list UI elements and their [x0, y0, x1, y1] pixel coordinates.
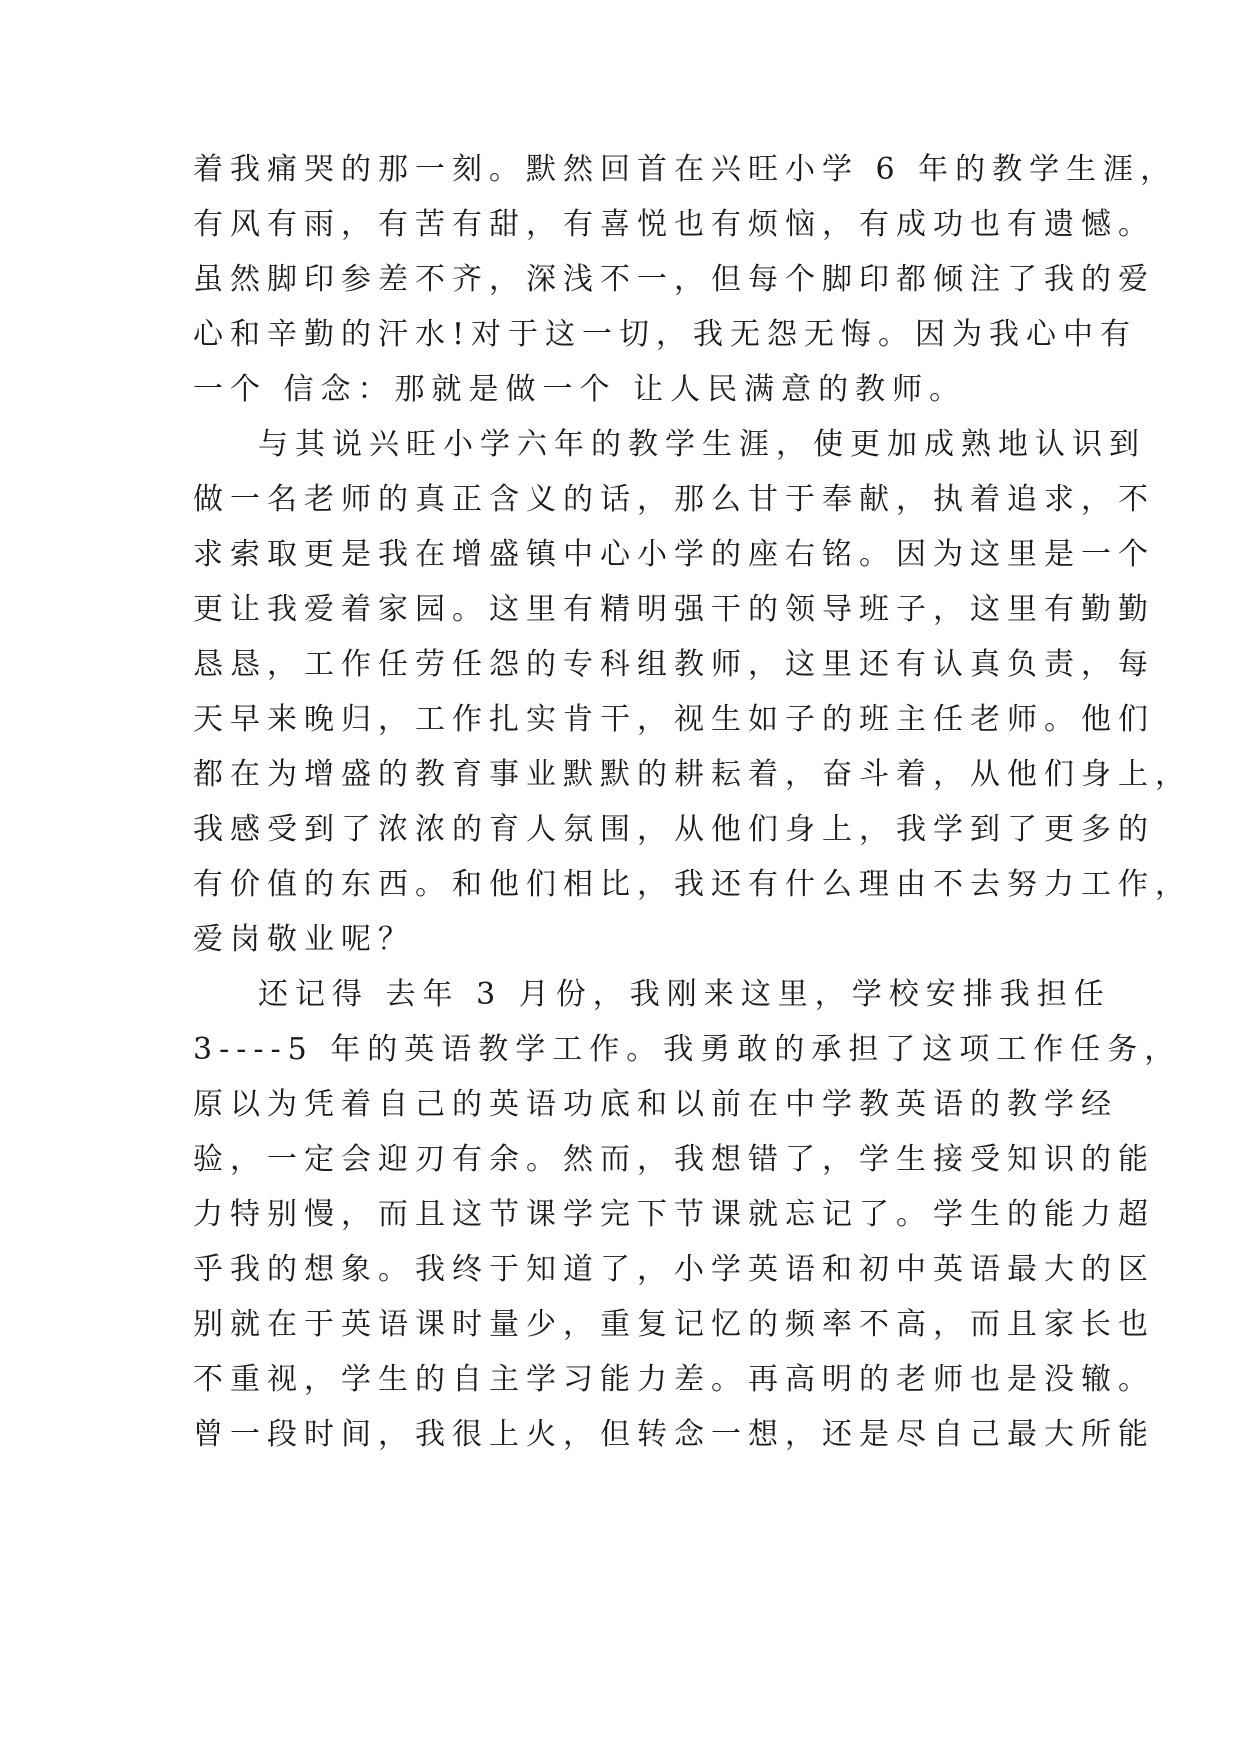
text-line: 别就在于英语课时量少，重复记忆的频率不高，而且家长也	[193, 1307, 1155, 1342]
text-line: 曾一段时间，我很上火，但转念一想，还是尽自己最大所能	[193, 1417, 1155, 1452]
text-line: 更让我爱着家园。这里有精明强干的领导班子，这里有勤勤	[193, 592, 1155, 627]
text-line: 心和辛勤的汗水!对于这一切，我无怨无悔。因为我心中有	[193, 317, 1138, 352]
text-line: 做一名老师的真正含义的话，那么甘于奉献，执着追求，不	[193, 482, 1155, 517]
text-line: 爱岗敬业呢？	[193, 922, 415, 957]
text-line: 验，一定会迎刃有余。然而，我想错了，学生接受知识的能	[193, 1142, 1155, 1177]
text-line: 原以为凭着自己的英语功底和以前在中学教英语的教学经	[193, 1087, 1118, 1122]
text-line: 我感受到了浓浓的育人氛围，从他们身上，我学到了更多的	[193, 812, 1155, 847]
text-line: 还记得 去年 3 月份，我刚来这里，学校安排我担任	[258, 977, 1111, 1012]
text-line: 有风有雨，有苦有甜，有喜悦也有烦恼，有成功也有遗憾。	[193, 207, 1155, 242]
text-line: 3----5 年的英语教学工作。我勇敢的承担了这项工作任务，	[193, 1032, 1182, 1067]
text-line: 着我痛哭的那一刻。默然回首在兴旺小学 6 年的教学生涯，	[193, 152, 1178, 187]
text-line: 都在为增盛的教育事业默默的耕耘着，奋斗着，从他们身上，	[193, 757, 1192, 792]
text-line: 力特别慢，而且这节课学完下节课就忘记了。学生的能力超	[193, 1197, 1155, 1232]
text-line: 一个 信念：那就是做一个 让人民满意的教师。	[193, 372, 967, 407]
text-line: 求索取更是我在增盛镇中心小学的座右铭。因为这里是一个	[193, 537, 1155, 572]
text-line: 与其说兴旺小学六年的教学生涯，使更加成熟地认识到	[258, 427, 1146, 462]
text-line: 天早来晚归，工作扎实肯干，视生如子的班主任老师。他们	[193, 702, 1155, 737]
text-line: 恳恳，工作任劳任怨的专科组教师，这里还有认真负责，每	[193, 647, 1155, 682]
text-line: 有价值的东西。和他们相比，我还有什么理由不去努力工作，	[193, 867, 1192, 902]
text-line: 虽然脚印参差不齐，深浅不一，但每个脚印都倾注了我的爱	[193, 262, 1155, 297]
text-line: 不重视，学生的自主学习能力差。再高明的老师也是没辙。	[193, 1362, 1155, 1397]
text-line: 乎我的想象。我终于知道了，小学英语和初中英语最大的区	[193, 1252, 1155, 1287]
